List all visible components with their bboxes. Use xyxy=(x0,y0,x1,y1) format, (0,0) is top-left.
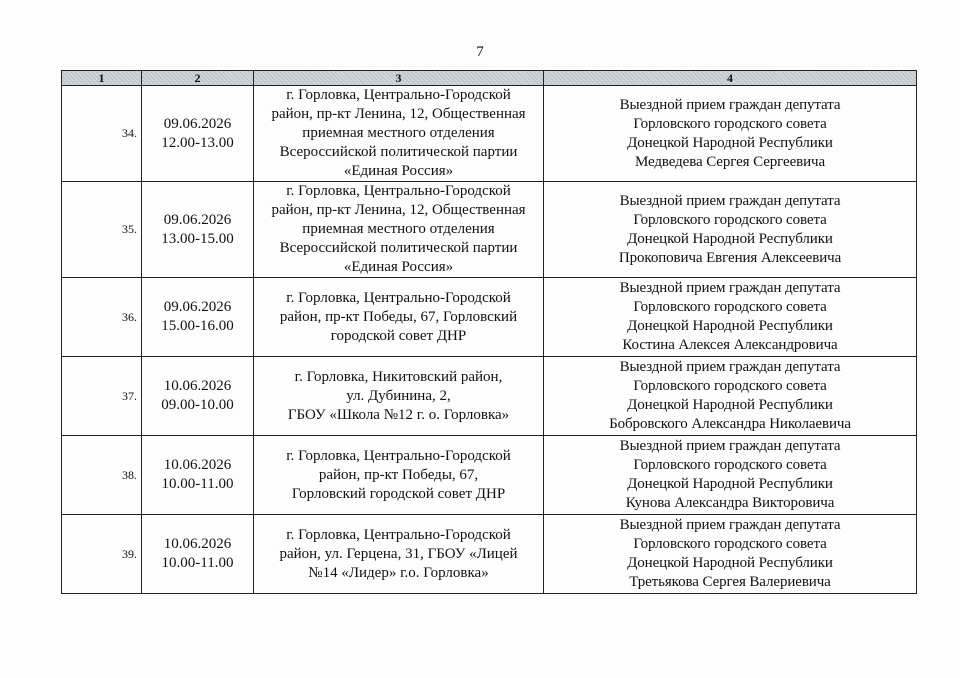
table-row xyxy=(62,182,917,278)
event-time: 09.00-10.00 xyxy=(161,397,234,413)
table-row xyxy=(62,278,917,357)
row-number: 38. xyxy=(62,436,142,515)
event-line: Бобровского Александра Николаевича xyxy=(609,416,851,432)
event-line: Костина Алексея Александровича xyxy=(622,337,838,353)
place-line: Всероссийской политической партии xyxy=(279,144,518,160)
row-number: 35. xyxy=(62,182,142,278)
place-line: ГБОУ «Школа №12 г. о. Горловка» xyxy=(287,406,510,423)
place-cell xyxy=(254,515,544,594)
event-date: 10.06.2026 xyxy=(163,457,232,473)
event-line: Донецкой Народной Республики xyxy=(627,134,833,151)
place-line: район, пр-кт Ленина, 12, Общественная xyxy=(271,106,526,122)
row-number: 37. xyxy=(62,357,142,436)
place-line: Горловский городской совет ДНР xyxy=(291,485,506,502)
place-line: г. Горловка, Никитовский район, xyxy=(294,368,503,385)
event-line: Донецкой Народной Республики xyxy=(627,555,833,571)
event-line: Горловского городского совета xyxy=(633,536,827,552)
table-body xyxy=(62,86,917,594)
event-line: Донецкой Народной Республики xyxy=(627,397,833,413)
place-cell xyxy=(254,357,544,436)
event-line: Выездной прием граждан депутата xyxy=(619,192,841,209)
place-line: район, ул. Герцена, 31, ГБОУ «Лицей xyxy=(279,545,518,562)
event-cell xyxy=(544,357,917,436)
date-time-cell xyxy=(142,182,254,278)
event-line: Третьякова Сергея Валериевича xyxy=(629,574,831,590)
table-row xyxy=(62,86,917,182)
event-cell xyxy=(544,182,917,278)
event-cell xyxy=(544,436,917,515)
event-date: 09.06.2026 xyxy=(163,211,232,228)
column-header-4: 4 xyxy=(544,71,917,86)
event-line: Выездной прием граждан депутата xyxy=(619,517,841,533)
table-row xyxy=(62,436,917,515)
event-date: 09.06.2026 xyxy=(163,299,232,315)
column-header-1: 1 xyxy=(62,71,142,86)
event-line: Донецкой Народной Республики xyxy=(627,318,833,334)
place-line: район, пр-кт Победы, 67, xyxy=(318,466,479,483)
place-line: приемная местного отделения xyxy=(302,125,495,141)
table-row xyxy=(62,515,917,594)
date-time-cell xyxy=(142,357,254,436)
row-number: 36. xyxy=(62,278,142,357)
event-line: Донецкой Народной Республики xyxy=(627,230,833,247)
date-time-cell xyxy=(142,86,254,182)
event-date: 10.06.2026 xyxy=(163,536,232,552)
place-line: №14 «Лидер» г.о. Горловка» xyxy=(308,564,489,581)
event-line: Горловского городского совета xyxy=(633,299,827,315)
column-header-2: 2 xyxy=(142,71,254,86)
event-date: 10.06.2026 xyxy=(163,378,232,394)
event-line: Донецкой Народной Республики xyxy=(627,476,833,492)
event-line: Выездной прием граждан депутата xyxy=(619,280,841,296)
place-line: г. Горловка, Центрально-Городской xyxy=(286,289,511,306)
row-number: 34. xyxy=(62,86,142,182)
date-time-cell xyxy=(142,278,254,357)
event-line: Медведева Сергея Сергеевича xyxy=(634,153,826,170)
date-time-cell xyxy=(142,436,254,515)
event-line: Горловского городского совета xyxy=(633,457,827,473)
place-line: район, пр-кт Ленина, 12, Общественная xyxy=(271,202,526,218)
event-line: Горловского городского совета xyxy=(633,211,827,228)
place-cell xyxy=(254,86,544,182)
event-line: Горловского городского совета xyxy=(633,378,827,394)
event-line: Прокоповича Евгения Алексеевича xyxy=(618,249,842,266)
event-line: Кунова Александра Викторовича xyxy=(625,495,835,511)
event-line: Выездной прием граждан депутата xyxy=(619,438,841,454)
event-time: 10.00-11.00 xyxy=(161,476,234,492)
event-line: Горловского городского совета xyxy=(633,115,827,132)
place-cell xyxy=(254,278,544,357)
place-line: г. Горловка, Центрально-Городской xyxy=(286,526,511,543)
place-line: г. Горловка, Центрально-Городской xyxy=(286,87,511,103)
place-line: район, пр-кт Победы, 67, Горловский xyxy=(279,308,518,325)
page-number: 7 xyxy=(476,44,484,60)
event-line: Выездной прием граждан депутата xyxy=(619,359,841,375)
place-line: г. Горловка, Центрально-Городской xyxy=(286,183,511,199)
table-header xyxy=(62,71,917,86)
place-line: г. Горловка, Центрально-Городской xyxy=(286,447,511,464)
event-cell xyxy=(544,515,917,594)
column-header-3: 3 xyxy=(254,71,544,86)
header-row xyxy=(62,71,917,86)
row-number: 39. xyxy=(62,515,142,594)
event-time: 12.00-13.00 xyxy=(161,134,234,151)
place-line: ул. Дубинина, 2, xyxy=(346,387,451,404)
date-time-cell xyxy=(142,515,254,594)
event-cell xyxy=(544,86,917,182)
event-time: 15.00-16.00 xyxy=(161,318,234,334)
table-row xyxy=(62,357,917,436)
place-line: «Единая Россия» xyxy=(343,163,454,179)
place-cell xyxy=(254,436,544,515)
place-cell xyxy=(254,182,544,278)
event-cell xyxy=(544,278,917,357)
place-line: Всероссийской политической партии xyxy=(279,240,518,256)
schedule-table xyxy=(61,70,917,594)
event-time: 13.00-15.00 xyxy=(161,230,234,247)
event-line: Выездной прием граждан депутата xyxy=(619,96,841,113)
place-line: «Единая Россия» xyxy=(343,259,454,275)
place-line: городской совет ДНР xyxy=(330,327,467,344)
event-date: 09.06.2026 xyxy=(163,115,232,132)
place-line: приемная местного отделения xyxy=(302,221,495,237)
event-time: 10.00-11.00 xyxy=(161,555,234,571)
